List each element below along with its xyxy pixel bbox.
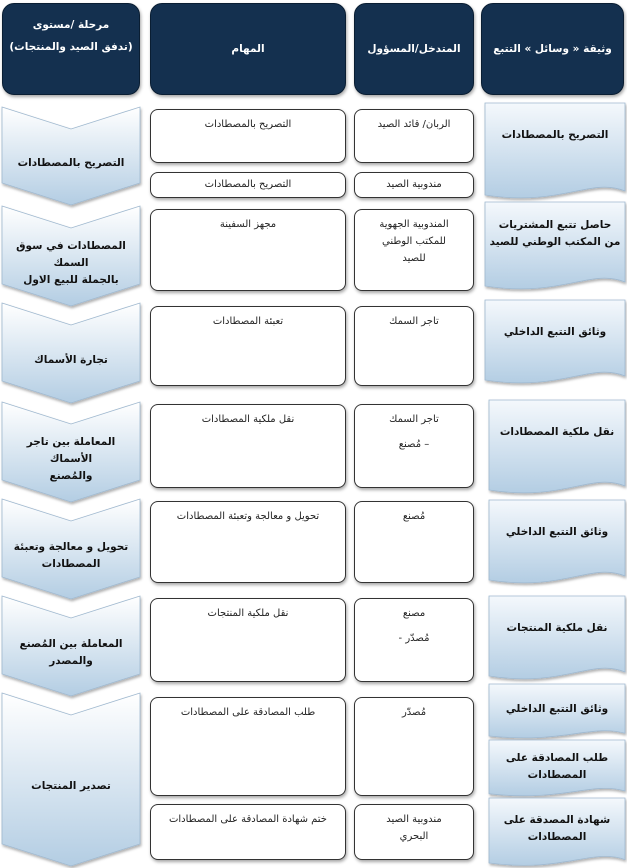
actor-box xyxy=(354,404,474,488)
document-label-line: نقل ملكية المنتجات xyxy=(506,621,608,634)
stage-label-line: والمصدر xyxy=(49,655,93,667)
header-actor-label: المتدخل/المسؤول xyxy=(367,43,461,55)
actor-label: الربان/ قائد الصيد xyxy=(377,119,451,130)
header-stage xyxy=(2,3,140,95)
document-label-line: شهادة المصدقة على xyxy=(503,813,611,826)
actor-box xyxy=(354,501,474,583)
actor-label: مُصدّر xyxy=(401,707,427,718)
stage-label xyxy=(4,614,138,692)
document-label-line: طلب المصادقة على xyxy=(505,751,609,764)
document-label xyxy=(487,302,623,362)
actor-label: للصيد xyxy=(402,253,426,264)
task-box xyxy=(150,804,346,860)
document-label xyxy=(491,402,623,462)
document-label-line: التصريح بالمصطادات xyxy=(501,128,609,141)
header-doc xyxy=(481,3,624,95)
document-label xyxy=(487,105,623,165)
stage-label-line: تجارة الأسماك xyxy=(34,353,108,366)
actor-label: مُصنع xyxy=(402,511,426,522)
header-stage-subtitle: (تدفق الصيد والمنتجات) xyxy=(9,41,133,53)
stage-label-line: المعاملة بين تاجر الأسماك xyxy=(26,435,116,465)
actor-box xyxy=(354,172,474,198)
actor-box xyxy=(354,109,474,163)
document-label-line: من المكتب الوطني للصيد xyxy=(489,236,621,248)
stage-label-line: بالجملة للبيع الاول xyxy=(23,273,119,286)
actor-label: مندوبية الصيد xyxy=(386,814,442,825)
actor-label: – مُصنع xyxy=(398,439,430,450)
document-label xyxy=(491,742,623,791)
task-label: نقل ملكية المصطادات xyxy=(201,414,295,425)
task-box xyxy=(150,109,346,163)
actor-label: البحري xyxy=(399,831,429,842)
actor-box xyxy=(354,209,474,291)
actor-label: مُصدّر - xyxy=(398,633,430,644)
task-label: تعبئة المصطادات xyxy=(212,316,284,327)
stage-label-line: والمُصنع xyxy=(49,469,93,482)
actor-label: مصنع xyxy=(402,608,426,619)
task-label: مجهز السفينة xyxy=(219,219,277,230)
task-label: ختم شهادة المصادقة على المصطادات xyxy=(168,814,327,825)
document-label xyxy=(487,204,623,264)
stage-label xyxy=(4,711,138,862)
header-task xyxy=(150,3,346,95)
document-label xyxy=(491,686,623,733)
task-box xyxy=(150,172,346,198)
document-label-line: المصطادات xyxy=(527,768,587,781)
actor-label: مندوبية الصيد xyxy=(386,179,442,190)
task-label: التصريح بالمصطادات xyxy=(204,119,292,130)
task-label: تحويل و معالجة وتعبئة المصطادات xyxy=(176,511,320,522)
actor-label: تاجر السمك xyxy=(389,316,439,327)
document-label xyxy=(491,502,623,562)
stage-label-line: تصدير المنتجات xyxy=(31,780,111,792)
document-label-line: نقل ملكية المصطادات xyxy=(499,425,615,438)
document-label-line: المصطادات xyxy=(527,830,587,843)
stage-label-line: تحويل و معالجة وتعبئة xyxy=(13,541,129,553)
header-doc-label: وثيقة « وسائل » التتبع xyxy=(493,43,612,55)
document-label-line: وثائق التتبع الداخلي xyxy=(503,325,607,338)
header-actor xyxy=(354,3,474,95)
document-label-line: وثائق التتبع الداخلي xyxy=(505,703,609,716)
actor-box xyxy=(354,804,474,860)
task-label: نقل ملكية المنتجات xyxy=(207,608,289,619)
header-task-label: المهام xyxy=(231,43,265,55)
stage-label-line: المعاملة بين المُصنع xyxy=(19,638,123,650)
document-label-line: حاصل تتبع المشتريات xyxy=(498,219,612,231)
task-box xyxy=(150,404,346,488)
actor-label: للمكتب الوطني xyxy=(382,236,446,247)
actor-box xyxy=(354,697,474,796)
stage-label xyxy=(4,321,138,399)
actor-label: تاجر السمك xyxy=(389,414,439,425)
task-box xyxy=(150,598,346,682)
task-label: طلب المصادقة على المصطادات xyxy=(180,707,316,718)
actor-box xyxy=(354,306,474,386)
stage-label xyxy=(4,517,138,595)
stage-label-line: التصريح بالمصطادات xyxy=(17,156,125,169)
actor-label: المندوبية الجهوية xyxy=(379,219,449,230)
task-box xyxy=(150,697,346,796)
actor-box xyxy=(354,598,474,682)
stage-label-line: المصطادات xyxy=(41,558,101,570)
task-box xyxy=(150,209,346,291)
task-box xyxy=(150,306,346,386)
document-label xyxy=(491,800,623,858)
header-stage-title: مرحلة /مستوى xyxy=(32,19,110,31)
stage-label xyxy=(4,420,138,498)
task-label: التصريح بالمصطادات xyxy=(204,179,292,190)
document-label-line: وثائق التتبع الداخلي xyxy=(505,525,609,538)
document-label xyxy=(491,598,623,658)
stage-label-line: المصطادات في سوق السمك xyxy=(16,239,126,269)
stage-label xyxy=(4,125,138,201)
task-box xyxy=(150,501,346,583)
stage-label xyxy=(4,224,138,302)
